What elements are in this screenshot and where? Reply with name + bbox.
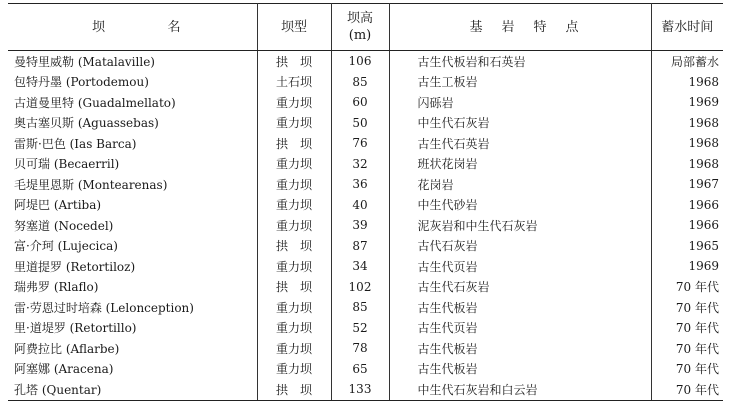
cell-dam-type: 重力坝 <box>257 297 331 318</box>
table-row <box>8 154 723 175</box>
cell-bedrock: 古生工板岩 <box>389 72 651 93</box>
cell-dam-height: 32 <box>331 154 389 175</box>
header-bedrock-char-3: 特 <box>533 19 547 35</box>
cell-dam-height: 36 <box>331 174 389 195</box>
header-dam-height-label: 坝高 <box>346 11 373 26</box>
table-row <box>8 92 723 113</box>
cell-impound-time: 1968 <box>651 113 723 134</box>
cell-dam-height: 50 <box>331 113 389 134</box>
cell-dam-name: 富·介珂 (Lujecica) <box>8 236 257 257</box>
cell-dam-name: 雷·劳恩过时培森 (Lelonception) <box>8 297 257 318</box>
cell-dam-name: 雷斯·巴色 (Ias Barca) <box>8 133 257 154</box>
table-row <box>8 51 723 72</box>
cell-impound-time: 1966 <box>651 195 723 216</box>
cell-bedrock: 古生代石英岩 <box>389 133 651 154</box>
cell-dam-height: 76 <box>331 133 389 154</box>
cell-dam-name: 努塞道 (Nocedel) <box>8 215 257 236</box>
header-impound-time: 蓄水时间 <box>651 4 723 51</box>
cell-impound-time: 70 年代 <box>651 318 723 339</box>
cell-dam-height: 133 <box>331 379 389 400</box>
cell-impound-time: 70 年代 <box>651 338 723 359</box>
cell-impound-time: 1966 <box>651 215 723 236</box>
table-row <box>8 195 723 216</box>
header-dam-height-unit: (m) <box>348 28 372 43</box>
cell-dam-name: 里道提罗 (Retortiloz) <box>8 256 257 277</box>
header-bedrock-char-2: 岩 <box>501 19 515 35</box>
cell-dam-name: 奥古塞贝斯 (Aguassebas) <box>8 113 257 134</box>
cell-dam-height: 85 <box>331 297 389 318</box>
cell-impound-time: 1965 <box>651 236 723 257</box>
header-dam-name-char-2: 名 <box>167 19 181 35</box>
table-row <box>8 359 723 380</box>
table-header <box>8 4 723 51</box>
cell-dam-type: 重力坝 <box>257 113 331 134</box>
cell-dam-name: 阿塞娜 (Aracena) <box>8 359 257 380</box>
cell-dam-type: 拱 坝 <box>257 133 331 154</box>
cell-dam-type: 重力坝 <box>257 256 331 277</box>
cell-impound-time: 1968 <box>651 133 723 154</box>
cell-dam-height: 52 <box>331 318 389 339</box>
table-row <box>8 113 723 134</box>
cell-dam-name: 包特丹墨 (Portodemou) <box>8 72 257 93</box>
cell-dam-height: 34 <box>331 256 389 277</box>
cell-impound-time: 1969 <box>651 256 723 277</box>
cell-bedrock: 班状花岗岩 <box>389 154 651 175</box>
cell-dam-name: 孔塔 (Quentar) <box>8 379 257 400</box>
cell-bedrock: 闪砾岩 <box>389 92 651 113</box>
cell-dam-name: 曼特里威勒 (Matalaville) <box>8 51 257 72</box>
cell-impound-time: 1968 <box>651 72 723 93</box>
table-row <box>8 277 723 298</box>
header-dam-name-char-1: 坝 <box>92 19 106 35</box>
cell-dam-name: 古道曼里特 (Guadalmellato) <box>8 92 257 113</box>
cell-bedrock: 古生代页岩 <box>389 256 651 277</box>
cell-dam-type: 重力坝 <box>257 215 331 236</box>
cell-dam-type: 重力坝 <box>257 92 331 113</box>
header-row <box>8 4 723 51</box>
cell-impound-time: 1969 <box>651 92 723 113</box>
cell-dam-type: 重力坝 <box>257 318 331 339</box>
table-row <box>8 318 723 339</box>
cell-dam-height: 78 <box>331 338 389 359</box>
cell-dam-name: 阿堤巴 (Artiba) <box>8 195 257 216</box>
header-bedrock-char-1: 基 <box>469 19 483 35</box>
table-row <box>8 297 723 318</box>
table-row <box>8 72 723 93</box>
cell-dam-name: 里·道堤罗 (Retortillo) <box>8 318 257 339</box>
cell-dam-height: 39 <box>331 215 389 236</box>
cell-dam-name: 毛堤里恩斯 (Montearenas) <box>8 174 257 195</box>
cell-dam-name: 贝可瑞 (Becaerril) <box>8 154 257 175</box>
header-bedrock-char-4: 点 <box>565 19 579 35</box>
cell-impound-time: 1967 <box>651 174 723 195</box>
cell-dam-height: 60 <box>331 92 389 113</box>
cell-impound-time: 70 年代 <box>651 379 723 400</box>
cell-bedrock: 古代石灰岩 <box>389 236 651 257</box>
table-row <box>8 338 723 359</box>
cell-bedrock: 古生代页岩 <box>389 318 651 339</box>
cell-dam-name: 阿费拉比 (Aflarbe) <box>8 338 257 359</box>
cell-dam-name: 瑞弗罗 (Rlaflo) <box>8 277 257 298</box>
cell-dam-type: 重力坝 <box>257 338 331 359</box>
table-row <box>8 215 723 236</box>
cell-impound-time: 70 年代 <box>651 297 723 318</box>
cell-dam-height: 40 <box>331 195 389 216</box>
cell-dam-height: 87 <box>331 236 389 257</box>
cell-dam-type: 拱 坝 <box>257 51 331 72</box>
cell-dam-type: 重力坝 <box>257 154 331 175</box>
cell-bedrock: 中生代石灰岩和白云岩 <box>389 379 651 400</box>
cell-bedrock: 古生代板岩 <box>389 297 651 318</box>
cell-dam-type: 重力坝 <box>257 195 331 216</box>
cell-dam-height: 102 <box>331 277 389 298</box>
table-body <box>8 51 723 401</box>
cell-dam-type: 拱 坝 <box>257 379 331 400</box>
cell-dam-type: 拱 坝 <box>257 236 331 257</box>
cell-dam-type: 重力坝 <box>257 359 331 380</box>
cell-bedrock: 古生代石灰岩 <box>389 277 651 298</box>
cell-bedrock: 泥灰岩和中生代石灰岩 <box>389 215 651 236</box>
header-dam-name <box>8 4 257 51</box>
cell-dam-type: 土石坝 <box>257 72 331 93</box>
cell-dam-height: 65 <box>331 359 389 380</box>
table-row <box>8 133 723 154</box>
cell-dam-type: 拱 坝 <box>257 277 331 298</box>
cell-bedrock: 古生代板岩 <box>389 338 651 359</box>
header-bedrock <box>389 4 651 51</box>
table-row <box>8 256 723 277</box>
cell-dam-height: 106 <box>331 51 389 72</box>
cell-bedrock: 古生代板岩 <box>389 359 651 380</box>
cell-dam-type: 重力坝 <box>257 174 331 195</box>
cell-bedrock: 中生代石灰岩 <box>389 113 651 134</box>
cell-impound-time: 70 年代 <box>651 277 723 298</box>
cell-bedrock: 中生代砂岩 <box>389 195 651 216</box>
table-row <box>8 236 723 257</box>
table-row <box>8 379 723 400</box>
cell-bedrock: 花岗岩 <box>389 174 651 195</box>
cell-impound-time: 局部蓄水 <box>651 51 723 72</box>
cell-dam-height: 85 <box>331 72 389 93</box>
cell-bedrock: 古生代板岩和石英岩 <box>389 51 651 72</box>
cell-impound-time: 70 年代 <box>651 359 723 380</box>
dam-table <box>8 3 723 401</box>
header-dam-type: 坝型 <box>257 4 331 51</box>
header-dam-height <box>331 4 389 51</box>
table-row <box>8 174 723 195</box>
cell-impound-time: 1968 <box>651 154 723 175</box>
